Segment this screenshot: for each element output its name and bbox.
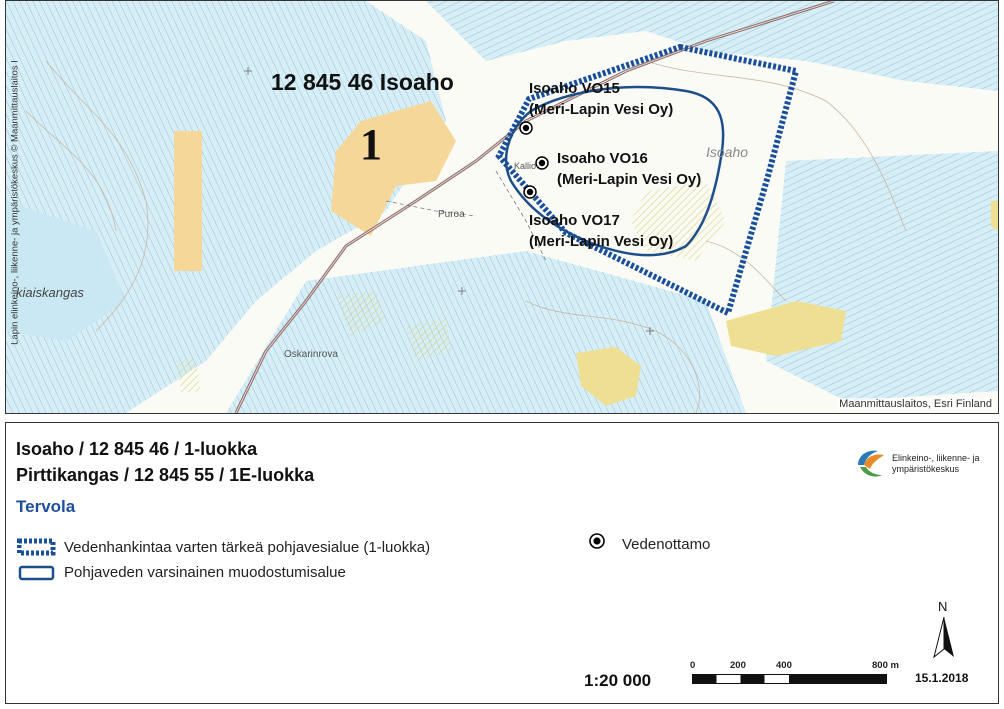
title-line-1: Isoaho / 12 845 46 / 1-luokka	[16, 439, 258, 459]
scale-tick-0: 0	[690, 660, 696, 671]
title-line-2: Pirttikangas / 12 845 55 / 1E-luokka	[16, 465, 315, 485]
side-credit: Lapin elinkeino-, liikenne- ja ympäristökeskus © Maanmittauslaitos I	[9, 60, 21, 345]
ely-logo-icon	[854, 447, 888, 481]
well-vo15-label: Isoaho VO15	[529, 80, 620, 97]
ely-logo	[854, 447, 984, 483]
logo-text-line-1: Elinkeino-, liikenne- ja	[892, 453, 980, 463]
north-label: N	[938, 599, 948, 614]
info-panel	[5, 422, 999, 704]
logo-text-line-2: ympäristökeskus	[892, 464, 960, 474]
map-canvas[interactable]	[6, 1, 998, 413]
scale-tick-400: 400	[776, 660, 792, 671]
scale-bar	[692, 674, 888, 685]
place-label-puroa: Puroa	[438, 209, 465, 220]
map-date: 15.1.2018	[915, 671, 969, 685]
legend-important-area-label: Vedenhankintaa varten tärkeä pohjavesialue (1-luokka)	[64, 539, 431, 556]
basemap-credit: Maanmittauslaitos, Esri Finland	[839, 398, 992, 410]
well-vo17-owner: (Meri-Lapin Vesi Oy)	[529, 233, 674, 250]
well-vo16-owner: (Meri-Lapin Vesi Oy)	[557, 171, 702, 188]
well-vo16-label: Isoaho VO16	[557, 150, 648, 167]
legend-important-area-icon	[17, 538, 57, 556]
map-panel[interactable]	[5, 0, 999, 414]
place-label-oskarinrova: Oskarinrova	[284, 349, 338, 360]
area-label: 12 845 46 Isoaho	[271, 69, 454, 95]
well-vo15-owner: (Meri-Lapin Vesi Oy)	[529, 101, 674, 118]
legend-formation-area-icon	[17, 564, 57, 582]
north-arrow-icon	[932, 615, 956, 659]
place-label-kiaiskangas: kiaiskangas	[16, 285, 84, 300]
class-number-label: 1	[360, 120, 382, 169]
place-label-isoaho: Isoaho	[706, 144, 749, 160]
legend-formation-area-label: Pohjaveden varsinainen muodostumisalue	[64, 564, 346, 581]
scale-ratio: 1:20 000	[584, 671, 652, 690]
legend-water-intake-icon	[588, 532, 606, 550]
scale-tick-200: 200	[730, 660, 746, 671]
scale-tick-800: 800 m	[872, 660, 899, 671]
well-vo17-label: Isoaho VO17	[529, 212, 620, 229]
place-label-kallio: Kallio-	[514, 161, 540, 171]
legend-water-intake-label: Vedenottamo	[622, 536, 711, 553]
municipality-name: Tervola	[16, 497, 76, 516]
